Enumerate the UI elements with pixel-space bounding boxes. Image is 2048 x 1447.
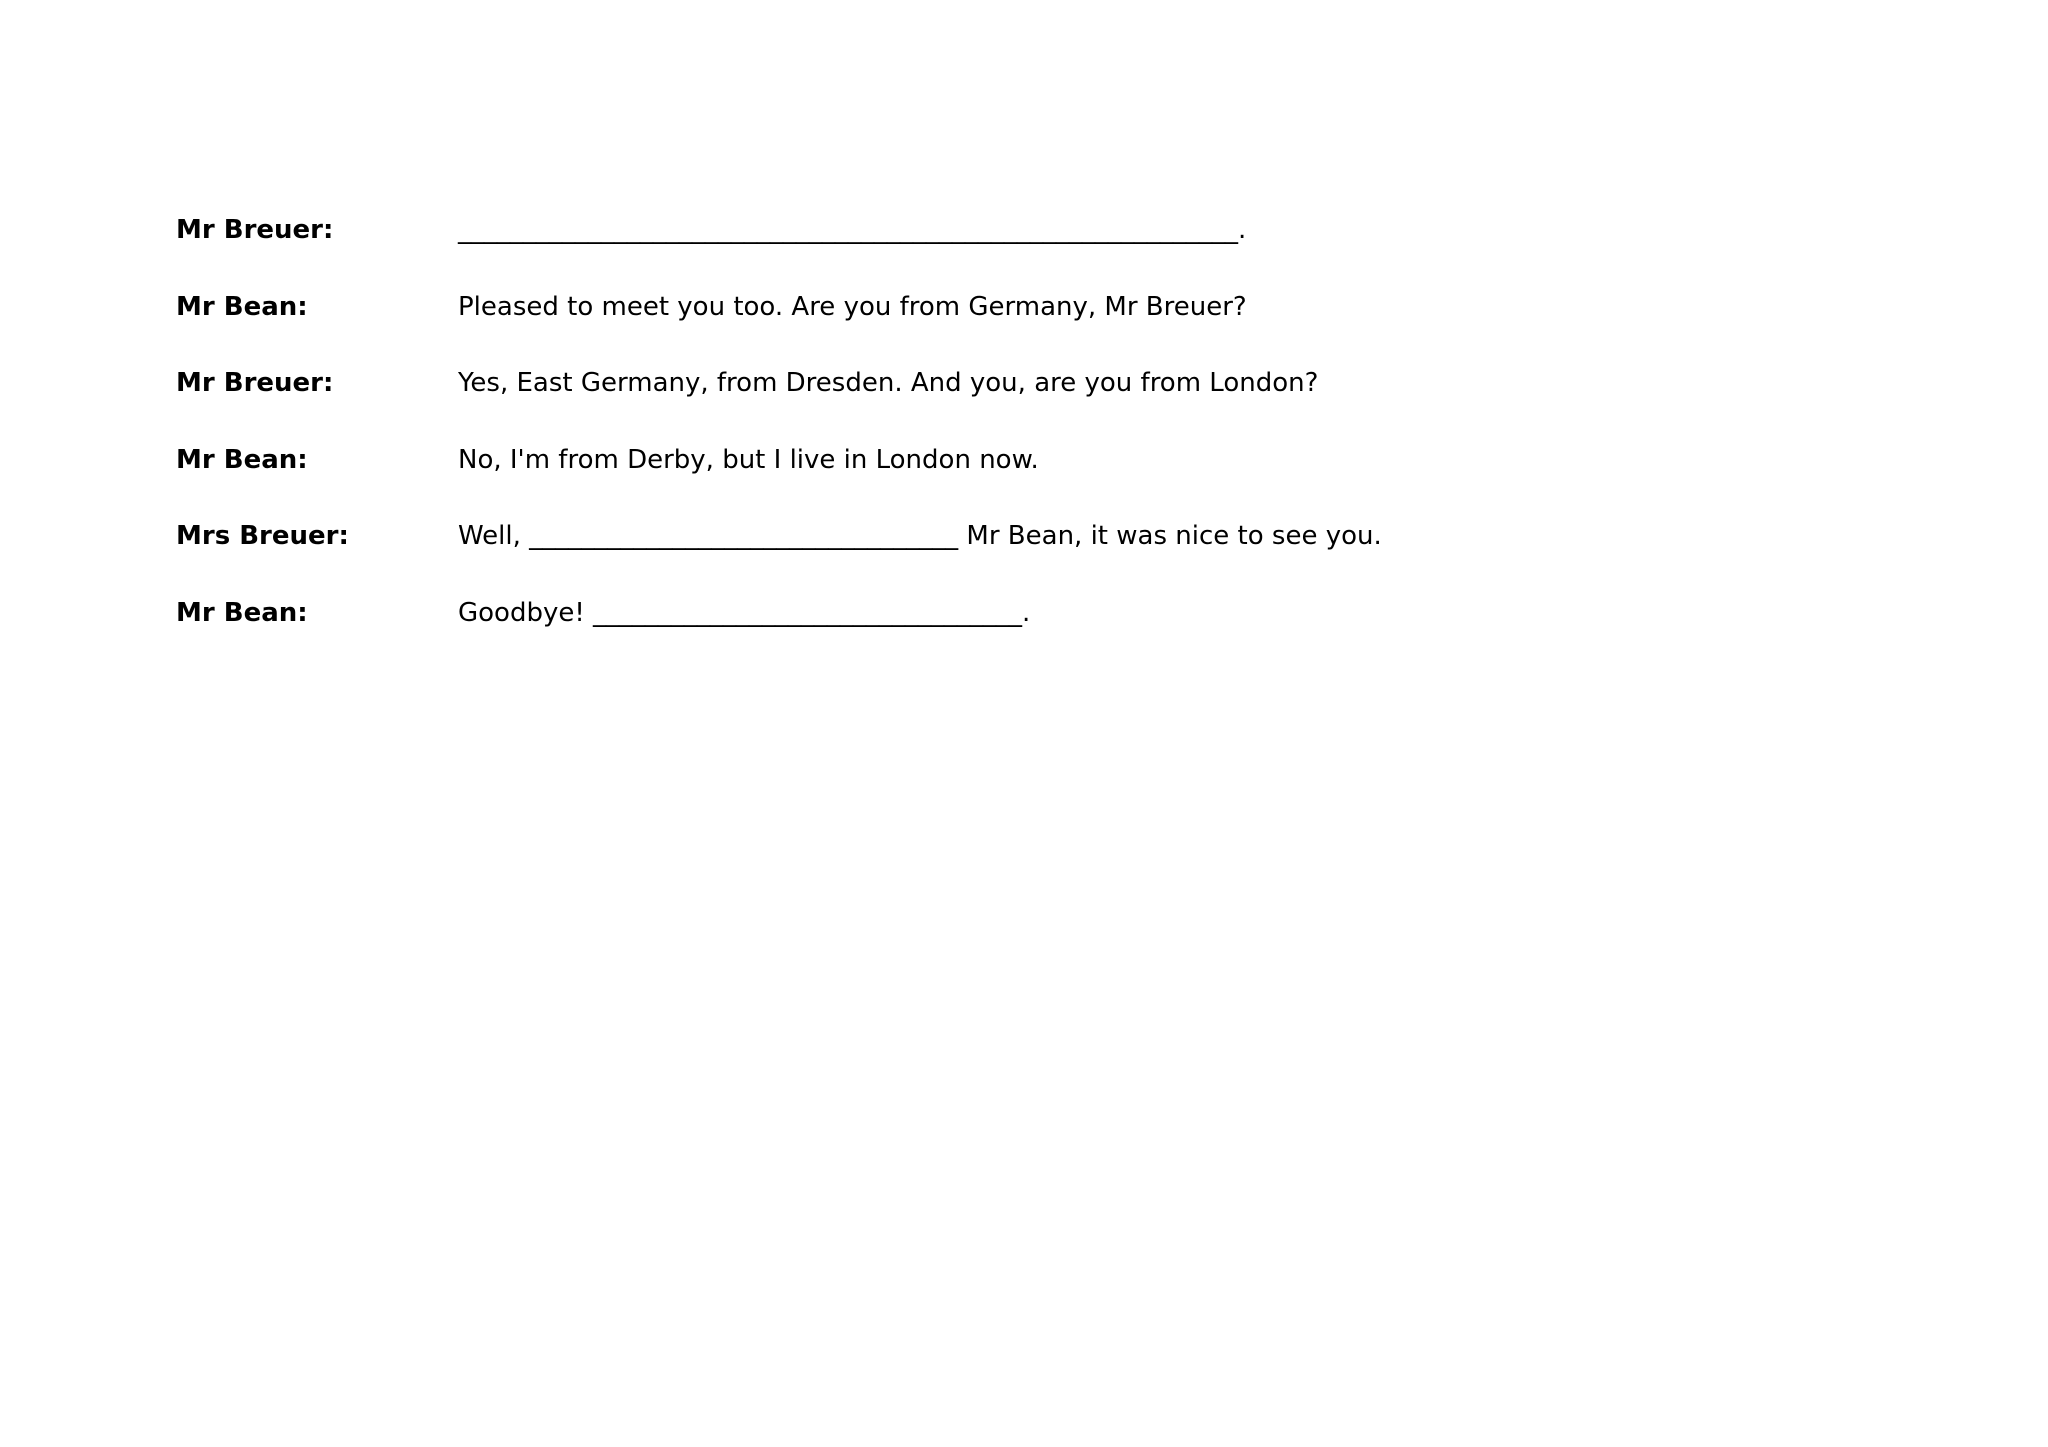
speaker-label: Mr Bean: [176, 444, 308, 475]
utterance-text: ____________________________________________________________. [458, 215, 1247, 245]
utterance-text: Goodbye! _________________________________. [458, 597, 1031, 628]
dialogue-line [176, 363, 1896, 440]
dialogue-line [176, 593, 1896, 670]
utterance-text: Well, _________________________________ Mr Bean, it was nice to see you. [458, 521, 1382, 551]
speaker-label: Mr Bean: [176, 597, 308, 628]
speaker-label: Mr Breuer: [176, 215, 334, 245]
dialogue [176, 210, 1896, 669]
utterance-text: No, I'm from Derby, but I live in London now. [458, 444, 1039, 475]
utterance-text: Pleased to meet you too. Are you from Germany, Mr Breuer? [458, 291, 1247, 322]
dialogue-line [176, 210, 1896, 287]
utterance-text: Yes, East Germany, from Dresden. And you, are you from London? [458, 368, 1319, 398]
speaker-label: Mrs Breuer: [176, 521, 349, 551]
dialogue-line [176, 287, 1896, 364]
dialogue-line [176, 440, 1896, 517]
dialogue-line [176, 516, 1896, 593]
speaker-label: Mr Bean: [176, 291, 308, 322]
speaker-label: Mr Breuer: [176, 368, 334, 398]
